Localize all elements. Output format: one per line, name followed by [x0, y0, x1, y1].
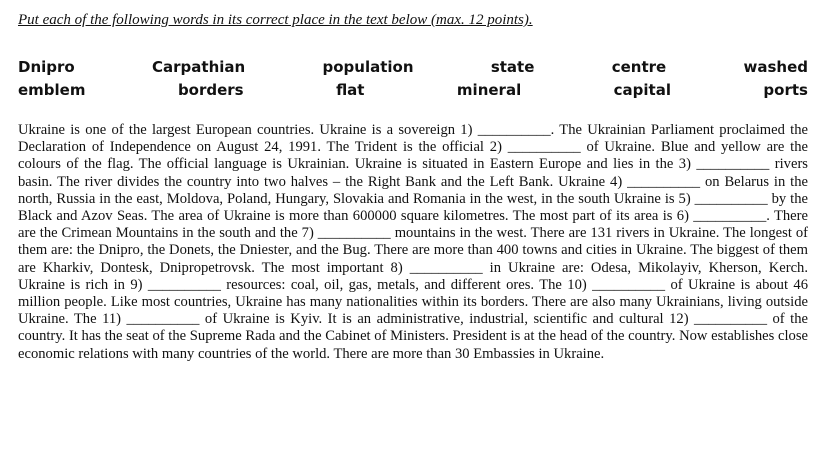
- word-bank-item: washed: [743, 58, 808, 76]
- word-bank-item: Dnipro: [18, 58, 75, 76]
- task-instruction: Put each of the following words in its correct place in the text below (max. 12 points).: [18, 12, 533, 28]
- word-bank-item: mineral: [456, 81, 522, 99]
- word-bank-item: Carpathian: [152, 58, 246, 76]
- word-bank: [18, 56, 808, 102]
- word-bank-item: ports: [763, 81, 808, 99]
- word-bank-item: centre: [611, 58, 667, 76]
- word-bank-item: emblem: [18, 81, 86, 99]
- word-bank-row-2: [18, 79, 808, 102]
- word-bank-item: state: [490, 58, 535, 76]
- word-bank-row-1: [18, 56, 808, 79]
- word-bank-item: capital: [613, 81, 671, 99]
- reading-passage: Ukraine is one of the largest European countries. Ukraine is a sovereign 1) __________. The Ukrainian Parliament proclaimed the Declaration of Independence on August 24, 1991. The Trident is the official 2) __________ of Ukraine. Blue and yellow are the colours of the flag. The official language is Ukrainian. Ukraine is situated in Eastern Europe and lies in the 3) __________ rivers basin. The river divides the country into two halves – the Right Bank and the Left Bank. Ukraine 4) __________ on Belarus in the north, Russia in the east, Moldova, Poland, Hungary, Slovakia and Romania in the west, in the south Ukraine is 5) __________ by the Black and Azov Seas. The area of Ukraine is more than 600000 square kilometres. The most part of its area is 6) __________. There are the Crimean Mountains in the south and the 7) __________ mountains in the west. There are 131 rivers in Ukraine. The longest of them are: the Dnipro, the Donets, the Dniester, and the Bug. There are more than 400 towns and cities in Ukraine. The biggest of them are Kharkiv, Dontesk, Dnipropetrovsk. The most important 8) __________ in Ukraine are: Odesa, Mikolayiv, Kherson, Kerch. Ukraine is rich in 9) __________ resources: coal, oil, gas, metals, and different ores. The 10) __________ of Ukraine is about 46 million people. Like most countries, Ukraine has many nationalities within its borders. There are also many Ukrainians, living outside Ukraine. The 11) __________ of Ukraine is Kyiv. It is an administrative, industrial, scientific and cultural 12) __________ of the country. It has the seat of the Supreme Rada and the Cabinet of Ministers. President is at the head of the country. Now establishes close economic relations with many countries of the world. There are more than 30 Embassies in Ukraine.: [18, 122, 808, 362]
- word-bank-item: flat: [336, 81, 365, 99]
- word-bank-item: population: [322, 58, 414, 76]
- word-bank-item: borders: [177, 81, 244, 99]
